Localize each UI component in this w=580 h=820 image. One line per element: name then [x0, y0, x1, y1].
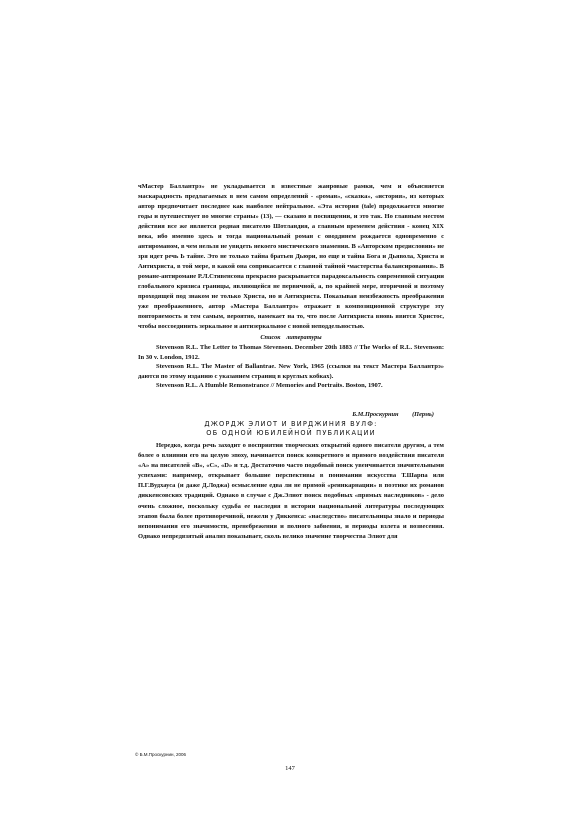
article-title-line-2: ОБ ОДНОЙ ЮБИЛЕЙНОЙ ПУБЛИКАЦИИ [206, 428, 376, 437]
page-number: 147 [285, 765, 295, 772]
article-paragraph: Нередко, когда речь заходит о восприятии творческих открытий одного писателя другим, а тем более о влиянии его на целую эпоху, начинается поиск конкретного и прямого воздействия писателя «А» на писателей «В», «С», «D» и т.д. Достаточно часто подобный поиск увенчивается значительными успехами: например, открывает большие перспективы в понимании искусства Т.Шарпа или П.Г.Вудхауса (и даже Д.Лоджа) осмысление едва ли не прямой «реинкарнации» в поэтике их романов диккенсовских традиций. Однако в случае с Дж.Элиот поиск подобных «прямых наследников» - дело очень сложное, поскольку судьба ее наследия в истории национальной литературы последующих этапов была более противоречивой, нежели у Диккенса: «наследство» писательницы знало и периоды непонимания его значимости, пренебрежения и полного забвения, и периоды взлета и возвесения. Однако непредвзятый анализ показывает, сколь велико значение творчества Элиот для [138, 441, 444, 540]
references-list [138, 343, 444, 391]
reference-item: Stevenson R.L. A Humble Remonstrance // Memories and Portraits. Boston, 1907. [156, 382, 383, 390]
page-content [138, 182, 444, 542]
copyright-footnote: © Б.М.Проскурнин, 2006 [135, 752, 186, 757]
reference-item: Stevenson R.L. The Letter to Thomas Stevenson. December 20th 1883 // The Works of R.L. Stevenson: In 30 v. London, 1912. [138, 344, 444, 361]
article-author: Б.М.Проскурнин (Пермь) [352, 410, 434, 418]
reference-item: Stevenson R.L. The Master of Ballantrae. New York, 1965 (ссылки на текст Мастера Баллантрэ» даются по этому изданию с указанием страниц в круглых кобках). [138, 363, 444, 380]
article-title-line-1: ДЖОРДЖ ЭЛИОТ И ВИРДЖИНИЯ ВУЛФ: [204, 419, 378, 428]
intro-paragraph: чМастер Баллантрэ» не укладывается в известные жанровые рамки, чем и объясняется маскарадность предлагаемых в нем самом определений - «роман», «сказка», «история», из которых автор предпочитает последнее как наиболее нейтральное. «Эта история (tale) продолжается многие годы и путешествует во многие страны» (13), — сказано в посвящении, и это так. Но главным местом действия все же является родная писателю Шотландия, а главным временем действия - конец XIX века, ибо именно здесь и тогда национальный роман с оводдинем рождается одновременно с антироманом, в чем нельзя не увидеть некоего мистического знамения. В «Авторском предисловии» не зря идет речь Ь тайне. Это не только тайна братьев Дьюри, но еще и тайна Бога и Дьявола, Христа и Антихриста, в той мере, в какой она соприкасается с главной тайной •мастерства балансирования». В романе-антиромане Р.Л.Стивенсона прекрасно раскрывается парадоксальность современной ситуации глобального кризиса границы, являющейся не первичной, а, по крайней мере, вторичной и поэтому проходящей под знаком не только Христа, но и Антихриста. Показывая неизбежность преображения уже преображенного, автор «Мастера Баллантрэ» отражает в композиционной структуре эту повторяемость и тем самым, вероятно, намекает на то, что после Антихриста вновь явится Христос, чтобы воссоединить зеркальное и антизеркальное с новой неподдельностью. [138, 183, 444, 330]
references-heading: Список литературы [260, 334, 322, 341]
